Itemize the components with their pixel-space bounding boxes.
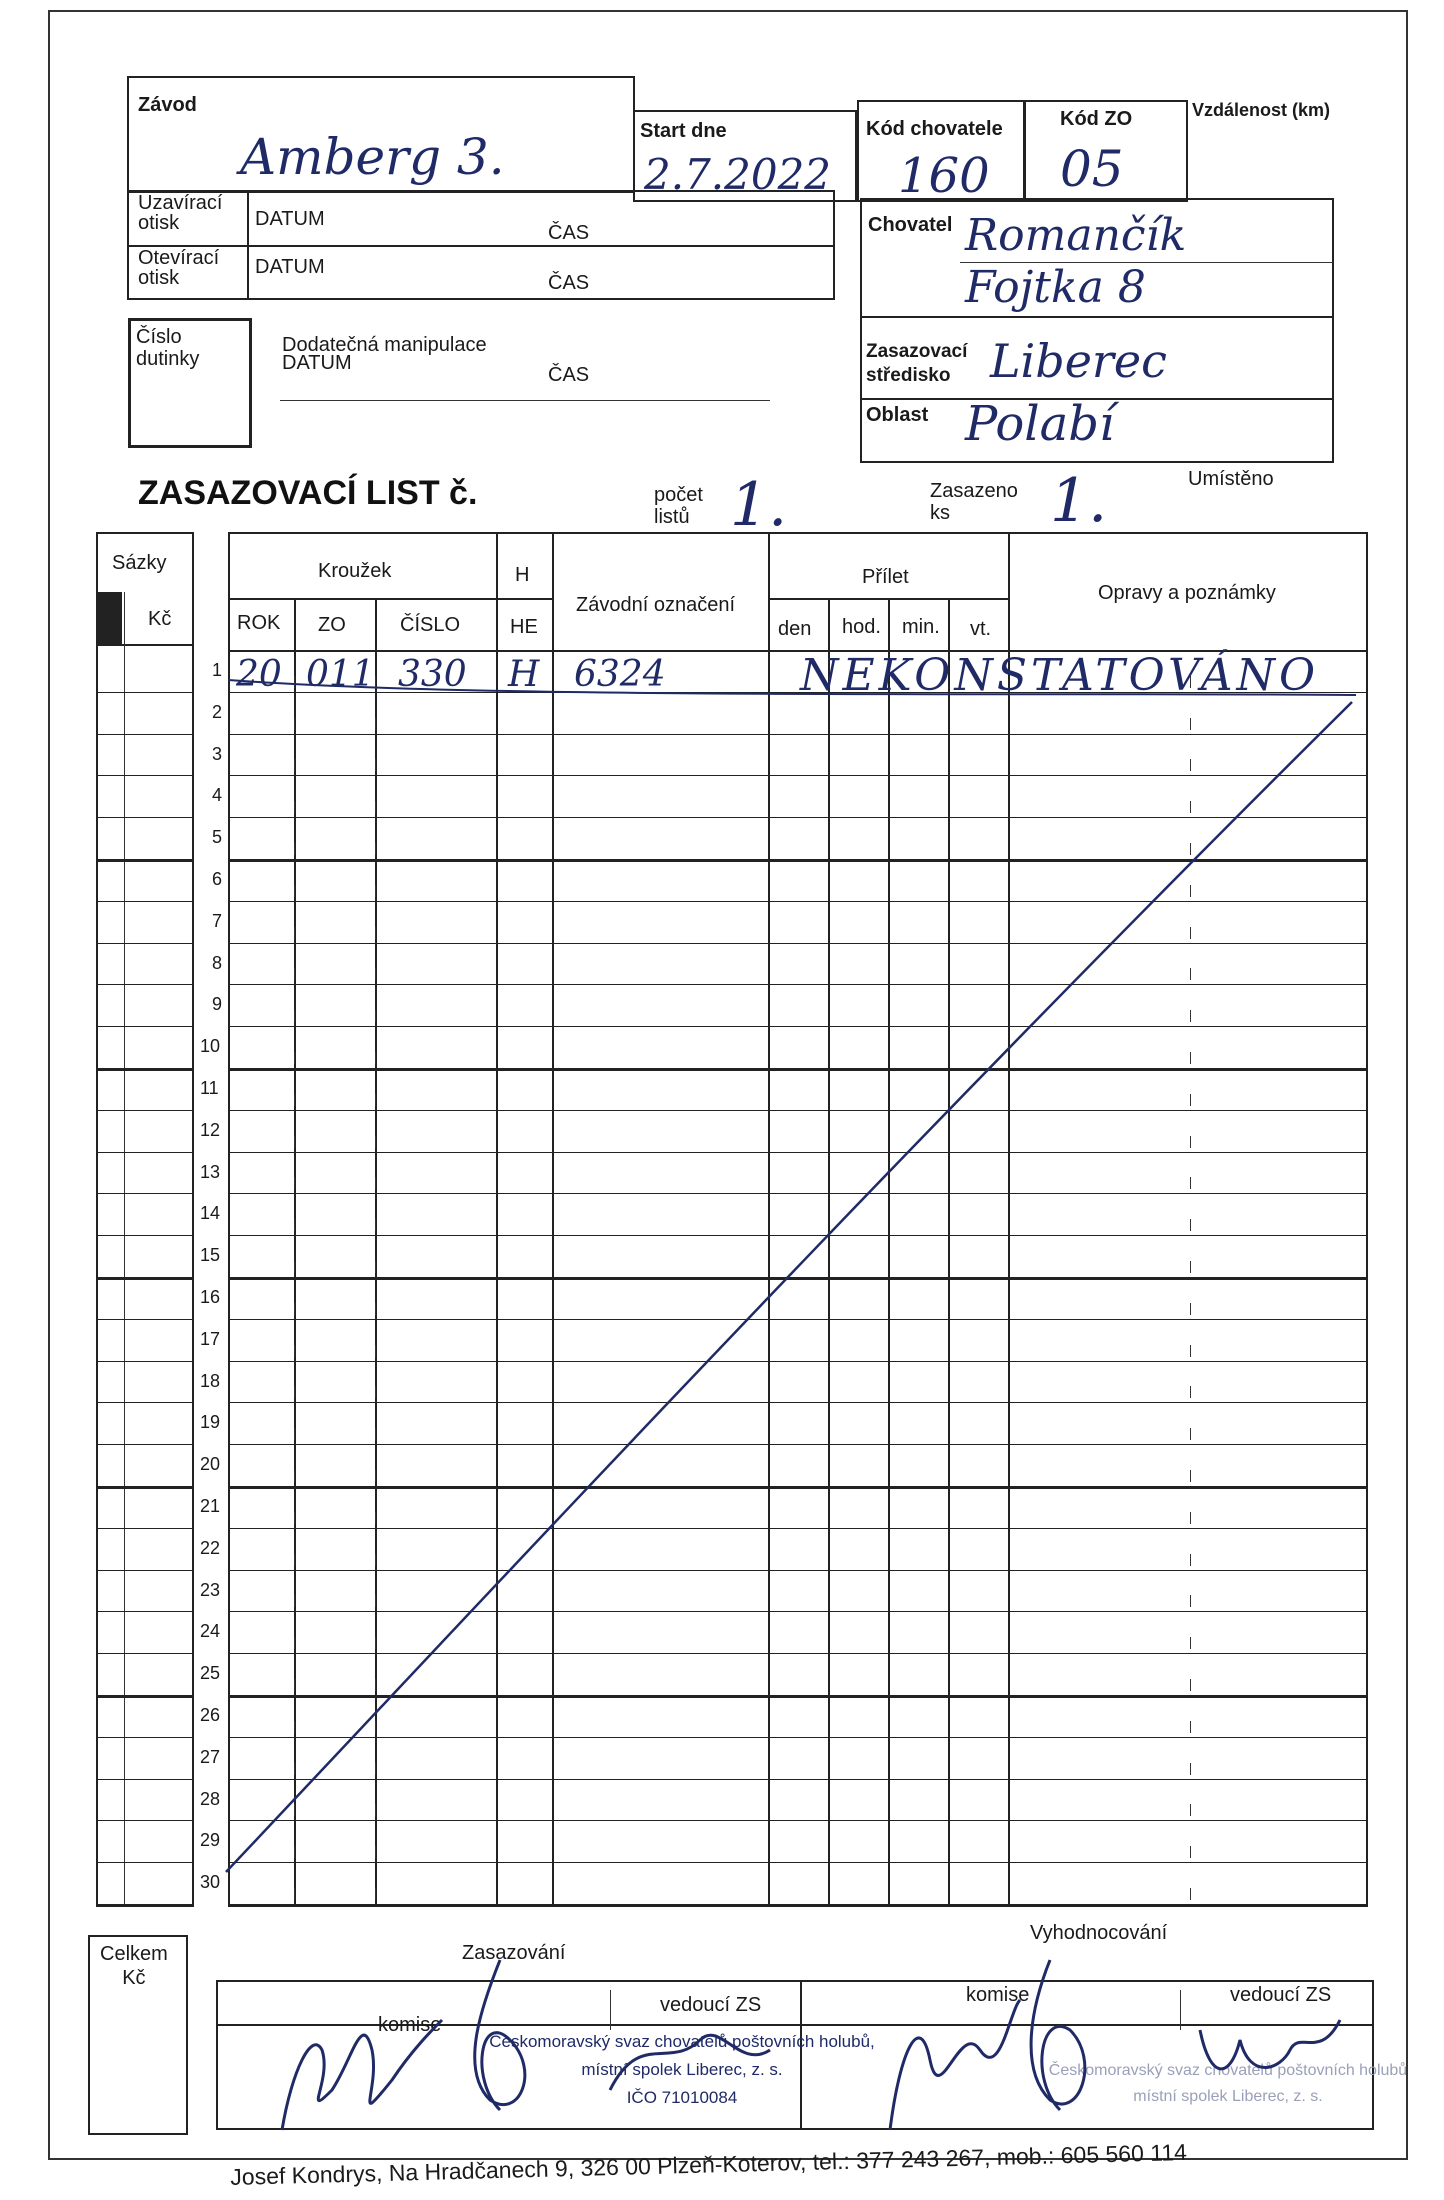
cell-tick — [1190, 1804, 1191, 1816]
cell-tick — [375, 1554, 376, 1566]
cell-tick — [375, 1721, 376, 1733]
row-number: 19 — [200, 1412, 221, 1433]
vt-label: vt. — [970, 618, 992, 640]
sazky-row-line — [96, 1235, 194, 1236]
cell-tick — [1190, 843, 1191, 855]
oteviraci-label-line1: Otevírací — [138, 247, 220, 269]
celkem-line1: Celkem — [100, 1943, 168, 1965]
row-number: 23 — [200, 1579, 221, 1600]
cell-tick — [294, 1679, 295, 1691]
cell-tick — [1190, 1345, 1191, 1357]
cell-tick — [375, 1512, 376, 1524]
zasazovani-label: Zasazování — [462, 1942, 566, 1964]
row1-zavodni: 6324 — [574, 654, 666, 695]
row-number: 14 — [200, 1203, 221, 1224]
row-number: 29 — [200, 1830, 221, 1851]
sazky-row-line — [96, 1026, 194, 1027]
cislo-dutinky-line1: Číslo — [136, 326, 182, 348]
signature-commission-1 — [262, 1990, 462, 2150]
table-row-line — [228, 1277, 1368, 1280]
cell-tick — [294, 1136, 295, 1148]
cell-tick — [375, 1763, 376, 1775]
sazky-row-line — [96, 943, 194, 944]
start-value: 2.7.2022 — [644, 150, 832, 199]
stredisko-value: Liberec — [990, 334, 1167, 388]
cell-tick — [294, 1846, 295, 1858]
row-number: 2 — [212, 701, 223, 722]
cell-tick — [375, 1595, 376, 1607]
row-number: 16 — [200, 1287, 221, 1307]
start-label: Start dne — [640, 120, 727, 142]
sazky-row-line — [96, 1904, 194, 1907]
cell-tick — [294, 1094, 295, 1106]
sazky-row-line — [96, 817, 194, 818]
chovatel-value-2: Fojtka 8 — [965, 262, 1146, 313]
he-label: HE — [510, 616, 538, 638]
vedouci-zs-label-1: vedoucí ZS — [660, 1994, 762, 2016]
sazky-row-line — [96, 1361, 194, 1362]
prilet-label: Přílet — [862, 566, 909, 588]
table-row-line — [228, 1361, 1368, 1362]
cell-tick — [1190, 1177, 1191, 1189]
uzaviraci-label-line2: otisk — [138, 212, 180, 234]
komise-label-2: komise — [966, 1984, 1030, 2006]
pocet-listu-line2: listů — [654, 506, 690, 528]
cell-tick — [375, 676, 376, 688]
cell-tick — [1190, 1386, 1191, 1398]
row-number: 30 — [200, 1872, 221, 1893]
table-row-line — [228, 734, 1368, 735]
table-row-line — [228, 1235, 1368, 1236]
table-row-line — [228, 1068, 1368, 1071]
table-row-line — [228, 1570, 1368, 1571]
cell-tick — [1190, 1888, 1191, 1900]
table-row-line — [228, 1904, 1368, 1907]
sazky-row-line — [96, 1570, 194, 1571]
cell-tick — [294, 885, 295, 897]
cell-tick — [375, 1679, 376, 1691]
table-row-line — [228, 1319, 1368, 1320]
sazky-row-line — [96, 1193, 194, 1194]
zo-label: ZO — [318, 614, 346, 636]
cell-tick — [375, 968, 376, 980]
cell-tick — [1190, 1052, 1191, 1064]
cell-tick — [375, 843, 376, 855]
sazky-row-line — [96, 901, 194, 902]
sazky-row-line — [96, 692, 194, 693]
vedouci-zs-label-2: vedoucí ZS — [1230, 1984, 1332, 2006]
row-number: 6 — [212, 869, 223, 889]
table-row-line — [228, 943, 1368, 944]
komise-label-1: komise — [378, 2014, 442, 2036]
vzdalenost-label: Vzdálenost (km) — [1192, 100, 1331, 120]
cell-tick — [375, 1219, 376, 1231]
cell-tick — [1190, 718, 1191, 730]
sazky-row-line — [96, 734, 194, 735]
table-row-line — [228, 1611, 1368, 1612]
table-row-line — [228, 775, 1368, 776]
cell-tick — [375, 718, 376, 730]
cell-tick — [294, 1763, 295, 1775]
cell-tick — [375, 1386, 376, 1398]
stamp-left-line2: místní spolek Liberec, z. s. — [581, 2060, 783, 2079]
table-row-line — [228, 1653, 1368, 1654]
oteviraci-label-line2: otisk — [138, 267, 180, 289]
cell-tick — [1190, 1261, 1191, 1273]
cell-tick — [375, 759, 376, 771]
sazky-row-line — [96, 1862, 194, 1863]
table-row-line — [228, 1402, 1368, 1403]
cell-tick — [375, 1136, 376, 1148]
cell-tick — [375, 1303, 376, 1315]
table-row-line — [228, 1444, 1368, 1445]
sazky-row-line — [96, 1528, 194, 1529]
sazky-row-line — [96, 775, 194, 776]
dodatecna-cas: ČAS — [548, 364, 590, 386]
rok-label: ROK — [237, 612, 281, 634]
cell-tick — [294, 676, 295, 688]
hod-label: hod. — [842, 616, 881, 638]
cell-tick — [375, 927, 376, 939]
cell-tick — [1190, 1512, 1191, 1524]
cell-tick — [1190, 1554, 1191, 1566]
oblast-label: Oblast — [866, 404, 929, 426]
cell-tick — [294, 1345, 295, 1357]
row-number: 21 — [200, 1496, 221, 1516]
cell-tick — [294, 1721, 295, 1733]
oblast-value: Polabí — [965, 396, 1115, 452]
zasazeno-line2: ks — [930, 502, 950, 524]
table-row-line — [228, 1152, 1368, 1153]
zavodni-oznaceni-label: Závodní označení — [576, 594, 735, 616]
table-row-line — [228, 1486, 1368, 1489]
cell-tick — [1190, 1763, 1191, 1775]
sazky-row-line — [96, 1110, 194, 1111]
uzaviraci-cas: ČAS — [548, 222, 590, 244]
cell-tick — [1190, 1595, 1191, 1607]
row-number: 28 — [200, 1788, 221, 1809]
printer-line: Josef Kondrys, Na Hradčanech 9, 326 00 Plzeň-Koterov, tel.: 377 243 267, mob.: 605 560 114 — [230, 2138, 1188, 2190]
row1-cislo: 330 — [398, 654, 467, 695]
sazky-row-line — [96, 1068, 194, 1071]
min-label: min. — [902, 616, 940, 638]
cell-tick — [294, 1512, 295, 1524]
kod-chovatele-value: 160 — [898, 148, 990, 204]
row-number: 18 — [200, 1370, 221, 1391]
sazky-row-line — [96, 1737, 194, 1738]
signature-head-2 — [1190, 2010, 1350, 2100]
cell-tick — [294, 1804, 295, 1816]
row-number: 10 — [200, 1036, 221, 1057]
cell-tick — [294, 968, 295, 980]
cell-tick — [294, 759, 295, 771]
row-number: 11 — [200, 1078, 219, 1098]
celkem-line2: Kč — [122, 1967, 146, 1989]
zasazeno-value: 1. — [1050, 466, 1108, 536]
cell-tick — [294, 1888, 295, 1900]
uzaviraci-datum: DATUM — [255, 208, 325, 230]
table-row-line — [228, 1820, 1368, 1821]
cell-tick — [375, 801, 376, 813]
cell-tick — [375, 1345, 376, 1357]
table-row-line — [228, 1026, 1368, 1027]
row-number: 13 — [200, 1161, 221, 1182]
cell-tick — [1190, 1637, 1191, 1649]
cell-tick — [294, 1303, 295, 1315]
kod-zo-value: 05 — [1060, 140, 1124, 198]
stamp-left-line1: Českomoravský svaz chovatelů poštovních holubů, — [489, 2032, 875, 2051]
stamp-right-line2: místní spolek Liberec, z. s. — [1133, 2088, 1323, 2105]
cell-tick — [1190, 1470, 1191, 1482]
table-row-line — [228, 1737, 1368, 1738]
oteviraci-datum: DATUM — [255, 256, 325, 278]
cell-tick — [294, 1428, 295, 1440]
sazky-row-line — [96, 1611, 194, 1612]
pocet-listu-line1: počet — [654, 484, 703, 506]
kc-label: Kč — [148, 608, 172, 630]
cell-tick — [375, 1094, 376, 1106]
celkem-label — [100, 1942, 168, 1990]
cell-tick — [294, 1386, 295, 1398]
cell-tick — [1190, 1679, 1191, 1691]
table-row-line — [228, 859, 1368, 862]
cell-tick — [294, 843, 295, 855]
cell-tick — [1190, 1219, 1191, 1231]
cell-tick — [375, 1804, 376, 1816]
chovatel-value-1: Romančík — [965, 210, 1187, 261]
row-number: 15 — [200, 1245, 221, 1266]
sazky-row-line — [96, 1653, 194, 1654]
cell-tick — [1190, 1303, 1191, 1315]
cislo-label: ČÍSLO — [400, 614, 461, 636]
cell-tick — [375, 1261, 376, 1273]
sazky-row-line — [96, 1779, 194, 1780]
krouzek-label: Kroužek — [318, 560, 392, 582]
cell-tick — [375, 1888, 376, 1900]
row-number: 26 — [200, 1705, 221, 1725]
cell-tick — [294, 1177, 295, 1189]
row-number: 8 — [212, 952, 223, 973]
table-row-line — [228, 1528, 1368, 1529]
row-number: 27 — [200, 1746, 221, 1767]
row-number: 22 — [200, 1537, 221, 1558]
sazky-row-line — [96, 1402, 194, 1403]
row1-zo: 011 — [306, 654, 375, 695]
cell-tick — [375, 1052, 376, 1064]
row-number: 1 — [212, 660, 223, 680]
cell-tick — [375, 1010, 376, 1022]
signature-eval-2 — [1000, 1950, 1120, 2120]
zavod-value: Amberg 3. — [240, 128, 505, 186]
cell-tick — [294, 1595, 295, 1607]
opravy-label: Opravy a poznámky — [1098, 582, 1276, 604]
cell-tick — [294, 1052, 295, 1064]
row-number: 17 — [200, 1328, 221, 1349]
sazky-row-line — [96, 1820, 194, 1821]
cell-tick — [1190, 1010, 1191, 1022]
cell-tick — [1190, 968, 1191, 980]
row1-note: NEKONSTATOVÁNO — [800, 650, 1320, 701]
row1-rok: 20 — [236, 654, 282, 695]
row-number: 3 — [212, 743, 223, 764]
table-row-line — [228, 1110, 1368, 1111]
cell-tick — [294, 927, 295, 939]
zavod-label: Závod — [138, 94, 197, 116]
sazky-row-line — [96, 984, 194, 985]
cell-tick — [1190, 801, 1191, 813]
kod-zo-label: Kód ZO — [1060, 108, 1133, 130]
table-row-line — [228, 1862, 1368, 1863]
cell-tick — [1190, 1428, 1191, 1440]
sazky-row-line — [96, 1695, 194, 1698]
row-number: 4 — [212, 785, 223, 806]
cell-tick — [294, 1554, 295, 1566]
cislo-dutinky-line2: dutinky — [136, 348, 200, 370]
row-number: 24 — [200, 1621, 221, 1642]
row-number: 5 — [212, 827, 223, 848]
cell-tick — [375, 1177, 376, 1189]
row-number: 7 — [212, 910, 223, 931]
table-row-line — [228, 817, 1368, 818]
cell-tick — [294, 1219, 295, 1231]
sazky-row-line — [96, 1486, 194, 1489]
row-number: 25 — [200, 1663, 221, 1684]
sazky-row-line — [96, 1319, 194, 1320]
sazky-row-line — [96, 1444, 194, 1445]
cell-tick — [1190, 1721, 1191, 1733]
cell-tick — [375, 1846, 376, 1858]
sazky-label: Sázky — [112, 552, 167, 574]
cell-tick — [294, 1261, 295, 1273]
row-number: 12 — [200, 1119, 221, 1140]
cell-tick — [294, 718, 295, 730]
zasazeno-line1: Zasazeno — [930, 480, 1018, 502]
table-row-line — [228, 1193, 1368, 1194]
cell-tick — [294, 801, 295, 813]
sazky-row-line — [96, 859, 194, 862]
cell-tick — [1190, 1136, 1191, 1148]
cell-tick — [1190, 927, 1191, 939]
cell-tick — [294, 1637, 295, 1649]
dodatecna-datum: DATUM — [282, 352, 352, 374]
table-row-line — [228, 1695, 1368, 1698]
cell-tick — [1190, 759, 1191, 771]
cell-tick — [375, 1637, 376, 1649]
oteviraci-cas: ČAS — [548, 272, 590, 294]
h-label: H — [515, 564, 530, 586]
vyhodnocovani-label: Vyhodnocování — [1030, 1922, 1168, 1944]
uzaviraci-label-line1: Uzavírací — [138, 192, 223, 214]
signature-right-split — [1180, 1990, 1181, 2030]
cell-tick — [294, 1010, 295, 1022]
dodatecna-label: Dodatečná manipulace — [282, 334, 487, 356]
cell-tick — [1190, 885, 1191, 897]
signature-head-1 — [600, 2010, 800, 2130]
den-label: den — [778, 618, 812, 640]
zasazovaci-stredisko-line2: středisko — [866, 365, 951, 386]
table-row-line — [228, 901, 1368, 902]
stamp-right-line1: Českomoravský svaz chovatelů poštovních holubů — [1048, 2062, 1408, 2079]
zasazovaci-stredisko-line1: Zasazovací — [866, 341, 968, 362]
sazky-row-line — [96, 1152, 194, 1153]
pocet-listu-value: 1. — [730, 470, 788, 540]
row1-he: H — [508, 654, 540, 695]
cell-tick — [1190, 1846, 1191, 1858]
row-number: 9 — [212, 994, 223, 1015]
page-title: ZASAZOVACÍ LIST č. — [138, 474, 478, 512]
chovatel-label: Chovatel — [868, 214, 953, 236]
cell-tick — [375, 885, 376, 897]
table-row-line — [228, 1779, 1368, 1780]
umisteno-label: Umístěno — [1188, 468, 1274, 490]
cell-tick — [1190, 1094, 1191, 1106]
cell-tick — [375, 1470, 376, 1482]
stamp-left-ico: IČO 71010084 — [626, 2088, 738, 2107]
table-row-line — [228, 984, 1368, 985]
signature-commission-2 — [440, 1950, 560, 2130]
row-number: 20 — [200, 1454, 221, 1475]
kod-chovatele-label: Kód chovatele — [866, 118, 1003, 140]
cell-tick — [294, 1470, 295, 1482]
sazky-row-line — [96, 1277, 194, 1280]
cell-tick — [375, 1428, 376, 1440]
